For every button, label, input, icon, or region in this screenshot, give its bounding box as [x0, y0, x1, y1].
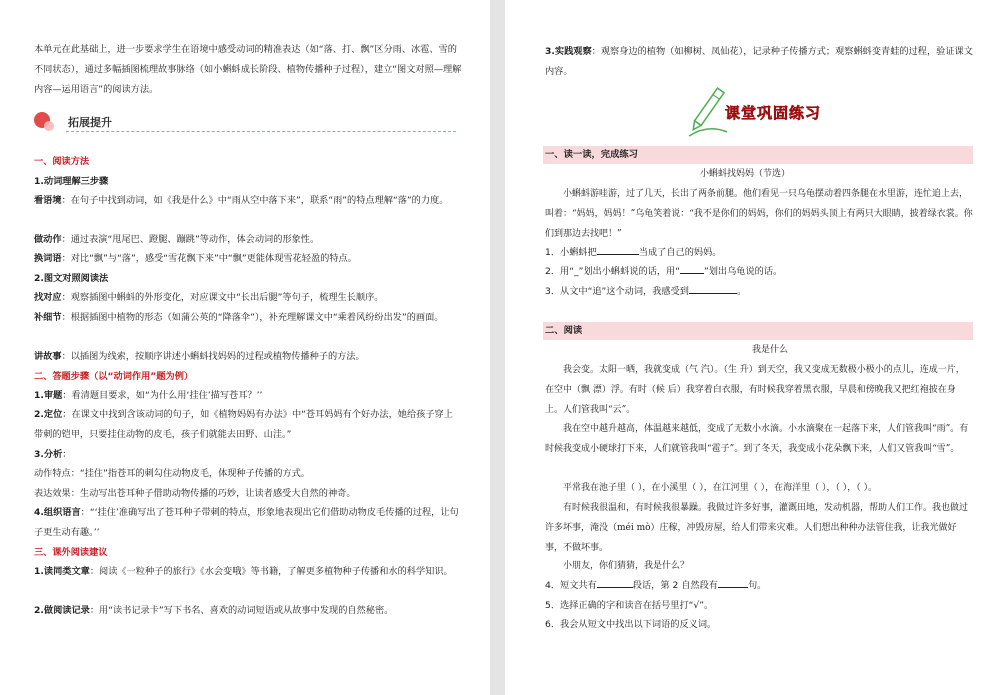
practice-banner	[683, 84, 843, 142]
answer-blank[interactable]	[718, 577, 748, 588]
step-locate: 2.定位：在课文中找到含该动词的句子，如《植物妈妈有办法》中“苍耳妈妈有个好办法，她给孩子穿上带刺的铠甲，只要挂住动物的皮毛，孩子们就能去田野、山洼。”	[34, 409, 453, 440]
subheading-image-text: 2.图文对照阅读法	[34, 273, 109, 284]
poem-paragraph-1: 我会变。太阳一晒，我就变成（气 汽）。（生 升）到天空，我又变成无数极小极小的点儿，连成一片，在空中（飘 漂）浮。有时（候 后）我穿着白衣服，有时候我穿着黑衣服，早晨和傍晚我又把红袍披在身上。人们管我叫“云”。	[545, 365, 965, 415]
practice-observation: 3.实践观察：观察身边的植物（如柳树、凤仙花），记录种子传播方式；观察蝌蚪变青蛙的过程，验证课文内容。	[545, 46, 973, 77]
item-context: 看语境：在句子中找到动词，如《我是什么》中“雨从空中落下来”，联系“雨”的特点理解“落”的力度。	[34, 195, 449, 206]
heading-reading-method: 一、阅读方法	[34, 156, 90, 167]
pink-circle-icon	[44, 121, 54, 131]
question-2: 2．用“_”划出小蝌蚪说的话，用“ ”划出乌龟说的话。	[545, 262, 782, 282]
poem-title: 我是什么	[752, 345, 789, 355]
poem-paragraph-5: 小朋友，你们猜猜，我是什么？	[563, 561, 690, 571]
left-page	[0, 0, 490, 695]
heading-answer-steps: 二、答题步骤（以“动词作用”题为例）	[34, 371, 194, 382]
story-title: 小蝌蚪找妈妈（节选）	[700, 169, 791, 179]
question-3: 3．从文中“追”这个动词，我感受到 。	[545, 282, 746, 302]
item-storytelling: 讲故事：以插图为线索，按顺序讲述小蝌蚪找妈妈的过程或植物传播种子的方法。	[34, 351, 365, 362]
section-title: 拓展提升	[68, 116, 112, 129]
subheading-verb-steps: 1.动词理解三步骤	[34, 176, 109, 187]
suggestion-reading-record: 2.做阅读记录：用“读书记录卡”写下书名、喜欢的动词短语或从故事中发现的自然秘密。	[34, 605, 394, 616]
question-4: 4．短文共有 段话，第 2 自然段有 句。	[545, 576, 766, 596]
step-analyze: 3.分析：	[34, 449, 72, 460]
suggestion-similar-articles: 1.读同类文章：阅读《一粒种子的旅行》《水会变哦》等书籍，了解更多植物种子传播和水的科学知识。	[34, 566, 453, 577]
analysis-action: 动作特点：“挂住”指苍耳的刺勾住动物皮毛，体现种子传播的方式。	[34, 468, 310, 479]
item-match: 找对应：观察插图中蝌蚪的外形变化，对应课文中“长出后腿”等句子，梳理生长顺序。	[34, 292, 384, 303]
analysis-effect: 表达效果：生动写出苍耳种子借助动物传播的巧妙，让读者感受大自然的神奇。	[34, 488, 356, 499]
section-header-extension	[30, 112, 455, 138]
answer-blank[interactable]	[680, 263, 704, 274]
question-6: 6．我会从短文中找出以下词语的反义词。	[545, 619, 717, 630]
intro-paragraph: 本单元在此基础上，进一步要求学生在语境中感受动词的精准表达（如“落、打、飘”区分雨、冰雹、雪的不同状态），通过多幅插图梳理故事脉络（如小蝌蚪成长阶段、植物传播种子过程），建立“图文对照—理解内容—运用语言”的阅读方法。	[34, 44, 462, 95]
band-read-complete: 一、读一读，完成练习	[543, 146, 973, 164]
answer-blank[interactable]	[689, 283, 737, 294]
banner-title: 课堂巩固练习	[725, 104, 822, 122]
answer-blank[interactable]	[597, 244, 639, 255]
poem-paragraph-2: 我在空中越升越高，体温越来越低，变成了无数小水滴。小水滴聚在一起落下来，人们管我叫“雨”。有时候我变成小硬球打下来，人们就管我叫“雹子”。到了冬天，我变成小花朵飘下来，人们又管我叫“雪”。	[545, 424, 969, 454]
question-5: 5．选择正确的字和读音在括号里打“√”。	[545, 600, 714, 611]
dashed-divider	[66, 131, 456, 132]
poem-paragraph-3: 平常我在池子里（ ），在小溪里（ ），在江河里（ ），在海洋里（ ），（ ），（ ）。	[563, 483, 878, 493]
answer-blank[interactable]	[597, 577, 633, 588]
item-swap-word: 换词语：对比“飘”与“落”，感受“雪花飘下来”中“飘”更能体现雪花轻盈的特点。	[34, 253, 357, 264]
step-read-question: 1.审题：看清题目要求，如“为什么用‘挂住’描写苍耳？’’	[34, 390, 263, 401]
poem-paragraph-4: 有时候我很温和，有时候我很暴躁。我做过许多好事，灌溉田地，发动机器，帮助人们工作。我也做过许多坏事，淹没（méi mò）庄稼，冲毁房屋，给人们带来灾难。人们想出种种办法管住我，让我光做好事，不做坏事。	[545, 503, 969, 553]
heading-reading-suggestions: 三、课外阅读建议	[34, 547, 108, 558]
story-paragraph: 小蝌蚪游哇游，过了几天，长出了两条前腿。他们看见一只乌龟摆动着四条腿在水里游，连忙追上去，叫着：“妈妈，妈妈！”乌龟笑着说：“我不是你们的妈妈，你们的妈妈头顶上有两只大眼睛，披着绿衣裳。你们到那边去找吧！”	[545, 189, 973, 239]
page-gap	[490, 0, 505, 695]
item-details: 补细节：根据插图中植物的形态（如蒲公英的“降落伞”），补充理解课文中“乘着风纷纷出发”的画面。	[34, 312, 444, 323]
question-1: 1．小蝌蚪把 当成了自己的妈妈。	[545, 243, 721, 263]
band-reading: 二、阅读	[543, 322, 973, 340]
item-action: 做动作：通过表演“甩尾巴、蹬腿、蹦跳”等动作，体会动词的形象性。	[34, 234, 320, 245]
step-compose: 4.组织语言：“‘挂住’准确写出了苍耳种子带刺的特点，形象地表现出它们借助动物皮毛传播的过程，让句子更生动有趣。’’	[34, 507, 459, 538]
